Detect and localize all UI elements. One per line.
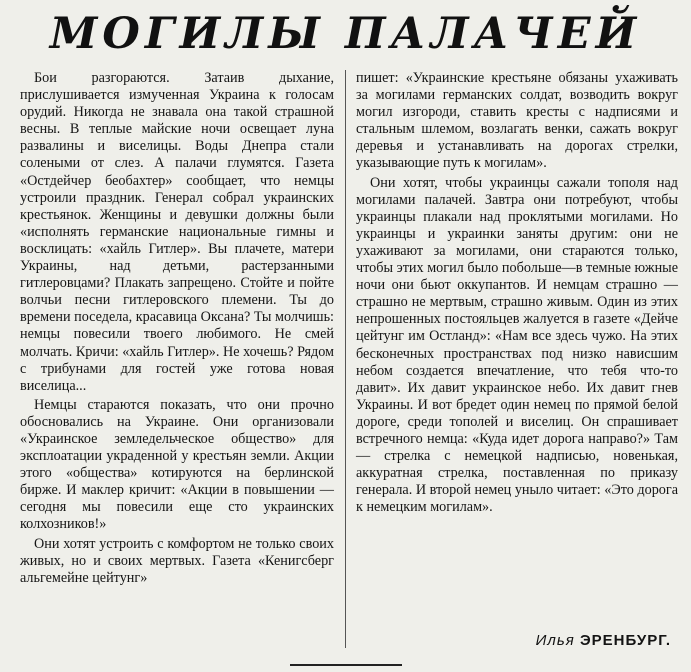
paragraph: Немцы стараются показать, что они прочно обосновались на Украине. Они организовали «Украинское земледельческое общество» для эксплоатации украденной у крестьян земли. Акции этого «общества» котируются на берлинской бирже. И маклер кричит: «Акции в повышении — сегодня мы повесили еще сто украинских колхозников!» [20, 396, 334, 533]
article-column-left [20, 70, 334, 587]
paragraph: Они хотят устроить с комфортом не только своих живых, но и своих мертвых. Газета «Кенигсберг альгемейне цейтунг» [20, 535, 334, 586]
paragraph: Они хотят, чтобы украинцы сажали тополя над могилами палачей. Завтра они потребуют, чтобы украинцы плакали над проклятыми могилами. Но украинцы и украинки заняты другим: они не ухаживают за могилами, они стараются только, чтобы этих могил было побольше—в темные южные ночи они бьют оккупантов. И немцам страшно — страшно не мертвым, страшно живым. Один из этих непрошенных постояльцев жалуется в газете «Дейче цейтунг им Остланд»: «Нам все здесь чужо. На этих бесконечных пространствах под низко нависшим небом создается впечатление, что тебя что-то давит». Их давит украинское небо. Их давит гнев Украины. И вот бредет один немец по прямой белой дороге, среди тополей и виселиц. Он спрашивает встречного немца: «Куда идет дорога направо?» Там — стрелка с немецкой надписью, новенькая, аккуратная стрелка, поставленная по приказу генерала. И второй немец уныло читает: «Это дорога к немецким могилам». [356, 174, 678, 516]
paragraph: пишет: «Украинские крестьяне обязаны ухаживать за могилами германских солдат, возводить вокруг могил изгороди, ставить кресты с надписями и стальным шлемом, возлагать венки, сажать вокруг деревья и устанавливать на дорогах стрелки, указывающие путь к могилам». [356, 70, 678, 172]
author-surname: ЭРЕНБУРГ. [579, 632, 671, 649]
column-divider [345, 70, 346, 648]
end-rule [290, 664, 402, 666]
headline: МОГИЛЫ ПАЛАЧЕЙ [49, 9, 642, 59]
author-signature [536, 632, 671, 649]
article-column-right [356, 70, 678, 516]
paragraph: Бои разгораются. Затаив дыхание, прислушивается измученная Украина к голосам орудий. Никогда не знавала она такой страшной весны. В теплые майские ночи освещает луна развалины и виселицы. Воды Днепра стали солеными от слез. А палачи глумятся. Газета «Остдейчер беобахтер» сообщает, что немцы устроили праздник. Генерал собрал украинских крестьянок. Женщины и девушки должны были «исполнять германские национальные гимны и восклицать: «хайль Гитлер». Вы плачете, матери Украины, над детьми, растерзанными гитлеровцами? Плакать запрещено. Стойте и пойте волчьи песни гитлеровского племени. Ты до времени поседела, красавица Оксана? Ты молчишь: немцы повесили твоего любимого. Не смей молчать. Кричи: «хайль Гитлер». Не хочешь? Рядом с трибунами для гостей уже готова новая виселица... [20, 70, 334, 394]
author-first-name: Илья [535, 632, 575, 649]
